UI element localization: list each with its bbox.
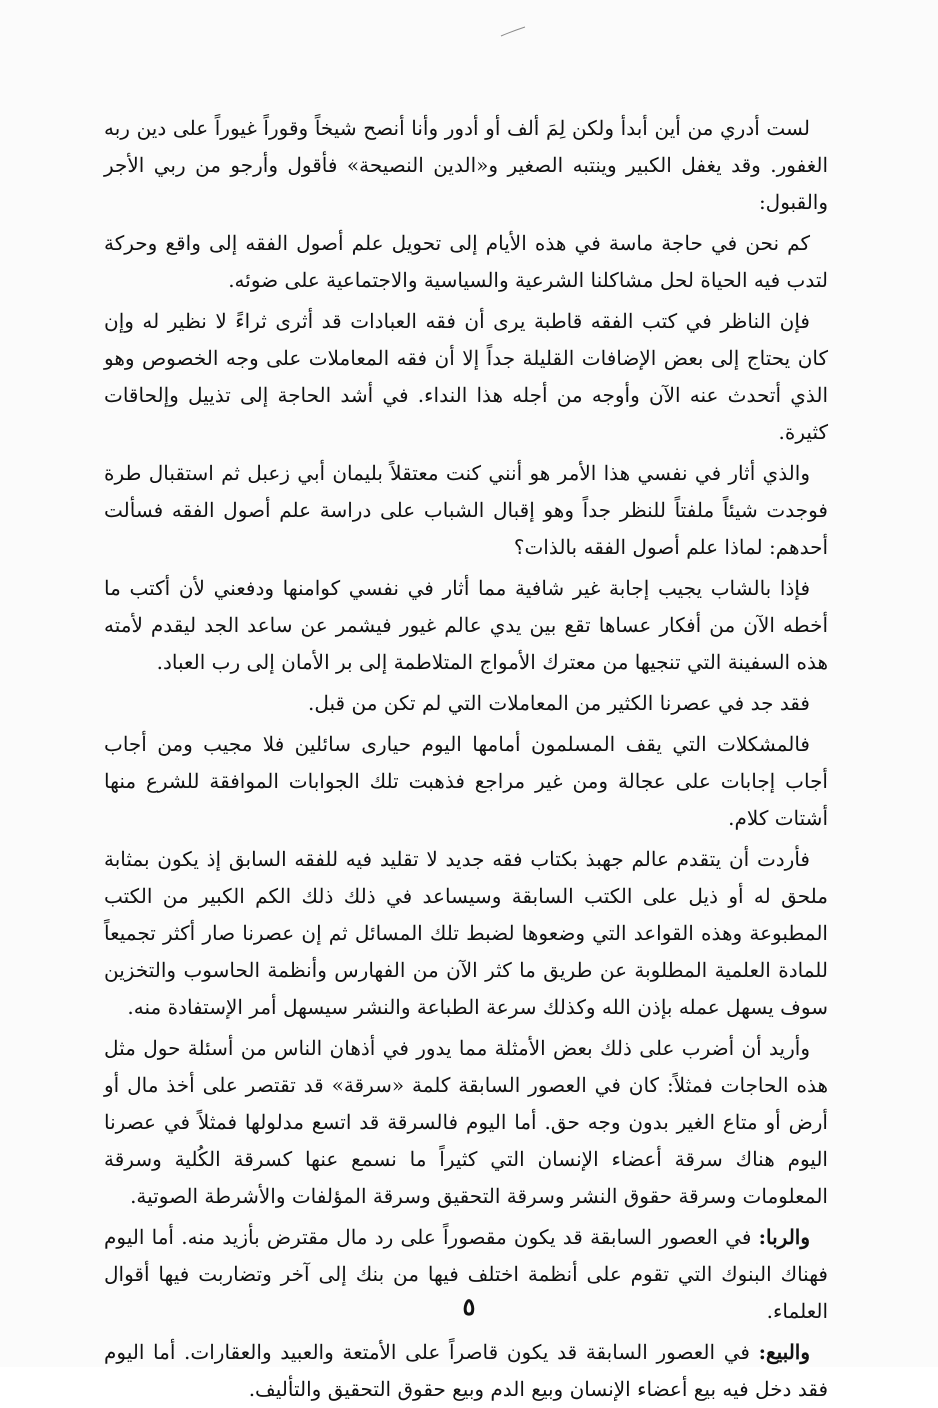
paragraph-8-text: فأردت أن يتقدم عالم جهبذ بكتاب فقه جديد لا تقليد فيه للفقه السابق إذ يكون بمثابة ملحق له أو ذيل على الكتب السابقة وسيساعد في ذلك ذلك الكم الكبير من الكتب المطبوعة وهذه القواعد التي وضعوها لضبط تلك المسائل ثم إن عصرنا صار أكثر تجميعاً للمادة العلمية المطلوبة عن طريق ما كثر الآن من الفهارس وأنظمة الحاسوب والتخزين سوف يسهل عمله بإذن الله وكذلك سرعة الطباعة والنشر سيسهل أمر الإستفادة منه. [104,847,828,1019]
body-text [104,110,829,1401]
paragraph-5 [104,570,828,681]
paragraph-7-text: فالمشكلات التي يقف المسلمون أمامها اليوم حيارى سائلين فلا مجيب ومن أجاب أجاب إجابات على عجالة ومن غير مراجع فذهبت تلك الجوابات الموافقة للشرع منها أشتات كلام. [104,732,828,830]
paragraph-2-text: كم نحن في حاجة ماسة في هذه الأيام إلى تحويل علم أصول الفقه إلى واقع وحركة لتدب فيه الحياة لحل مشاكلنا الشرعية والسياسية والاجتماعية على ضوئه. [104,231,828,292]
paragraph-3-text: فإن الناظر في كتب الفقه قاطبة يرى أن فقه العبادات قد أثرى ثراءً لا نظير له وإن كان يحتاج إلى بعض الإضافات القليلة جداً إلا أن فقه المعاملات على وجه الخصوص وهو الذي أتحدث عنه الآن وأوجه من أجله هذا النداء. في أشد الحاجة إلى تذييل وإلحاقات كثيرة. [104,309,828,444]
paragraph-6-text: فقد جد في عصرنا الكثير من المعاملات التي لم تكن من قبل. [308,691,810,715]
paragraph-7 [104,726,828,837]
paragraph-10-lead: والربا: [758,1225,811,1249]
paragraph-9-text: وأريد أن أضرب على ذلك بعض الأمثلة مما يدور في أذهان الناس من أسئلة حول مثل هذه الحاجات فمثلاً: كان في العصور السابقة كلمة «سرقة» قد تقتصر على أخذ مال أو أرض أو متاع الغير بدون وجه حق. أما اليوم فالسرقة قد اتسع مدلولها فمثلاً في عصرنا اليوم هناك سرقة أعضاء الإنسان التي كثيراً ما نسمع عنها كسرقة الكُلية وسرقة المعلومات وسرقة حقوق النشر وسرقة التحقيق وسرقة المؤلفات والأشرطة الصوتية. [104,1036,828,1208]
paragraph-11-text: في العصور السابقة قد يكون قاصراً على الأمتعة والعبيد والعقارات. أما اليوم فقد دخل فيه بيع أعضاء الإنسان وبيع الدم وبيع حقوق التحقيق والتأليف. [104,1340,828,1401]
paragraph-11 [104,1334,828,1408]
paragraph-3 [104,303,828,451]
paragraph-4-text: والذي أثار في نفسي هذا الأمر هو أنني كنت معتقلاً بليمان أبي زعبل ثم استقبال طرة فوجدت شيئاً ملفتاً للنظر جداً وهو إقبال الشباب على دراسة علم أصول الفقه فسألت أحدهم: لماذا علم أصول الفقه بالذات؟ [104,461,828,559]
paragraph-8 [104,841,828,1026]
page-number: ٥ [462,1292,476,1321]
paragraph-5-text: فإذا بالشاب يجيب إجابة غير شافية مما أثار في نفسي كوامنها ودفعني لأن أكتب ما أخطه الآن من أفكار عساها تقع بين يدي عالم غيور فيشمر عن ساعد الجد ليقدم لأمته هذه السفينة التي تنجيها من معترك الأمواج المتلاطمة إلى بر الأمان إلى رب العباد. [104,576,829,674]
paragraph-2 [104,225,828,299]
scan-mark [500,26,526,38]
paragraph-9 [104,1030,828,1215]
paragraph-11-lead: والبيع: [758,1340,810,1364]
paragraph-10-text: في العصور السابقة قد يكون مقصوراً على رد مال مقترض بأزيد منه. أما اليوم فهناك البنوك التي تقوم على أنظمة اختلف فيها من بنك إلى آخر وتضاربت فيها أقوال العلماء. [104,1225,828,1323]
paragraph-1 [104,110,828,221]
paragraph-6 [104,685,828,722]
paragraph-1-text: لست أدري من أين أبدأ ولكن لِمَ ألف أو أدور وأنا أنصح شيخاً وقوراً غيوراً على دين ربه الغفور. وقد يغفل الكبير وينتبه الصغير و«الدين النصيحة» فأقول وأرجو من ربي الأجر والقبول: [104,116,828,214]
paragraph-4 [104,455,828,566]
